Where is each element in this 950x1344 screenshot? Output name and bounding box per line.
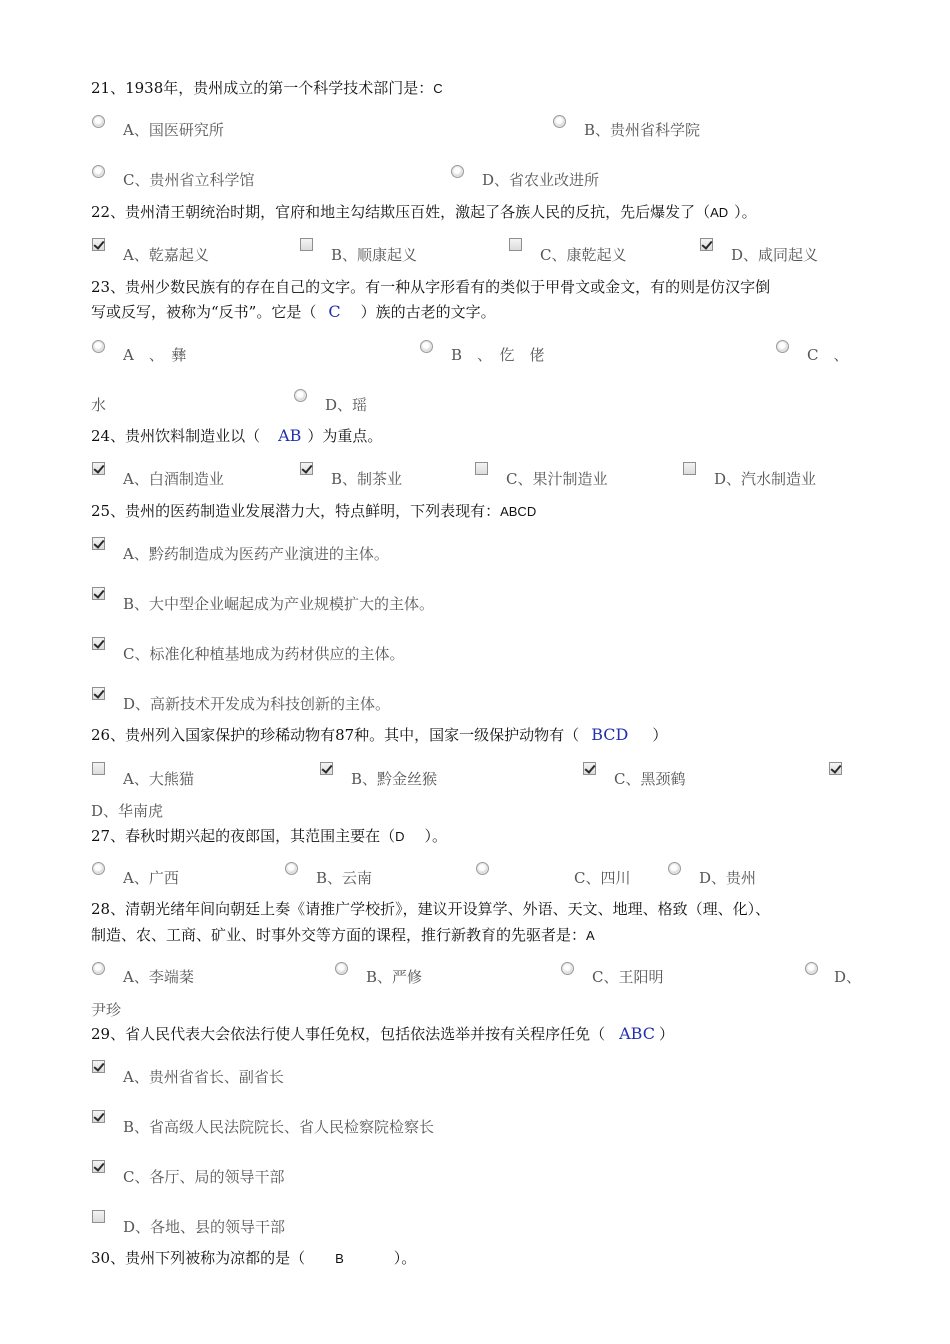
checkbox-checked[interactable] <box>300 462 313 475</box>
option-b: B、贵州省科学院 <box>584 121 701 139</box>
checkbox-checked[interactable] <box>829 762 842 775</box>
question-30 <box>91 1248 416 1269</box>
radio-button[interactable] <box>294 389 307 402</box>
question-28-line1: 28、清朝光绪年间向朝廷上奏《请推广学校折》，建议开设算学、外语、天文、地理、格致（理、化）、 <box>91 900 771 918</box>
answer-text: AD <box>710 205 729 220</box>
option-c: C、四川 <box>574 869 631 887</box>
question-25 <box>91 501 536 522</box>
option-a: A、国医研究所 <box>123 121 224 139</box>
question-29 <box>91 1024 674 1044</box>
answer-text: C <box>328 302 341 321</box>
radio-button[interactable] <box>92 862 105 875</box>
option-d: D、瑶 <box>325 396 368 414</box>
radio-button[interactable] <box>561 962 574 975</box>
option-c: C、各厅、局的领导干部 <box>123 1168 285 1186</box>
question-text: 写或反写，被称为“反书”。它是（ <box>91 303 317 321</box>
checkbox[interactable] <box>509 238 522 251</box>
option-b: B、云南 <box>316 869 373 887</box>
checkbox-checked[interactable] <box>92 238 105 251</box>
radio-button[interactable] <box>776 340 789 353</box>
option-c: C、贵州省立科学馆 <box>123 171 255 189</box>
question-text: 29、省人民代表大会依法行使人事任免权，包括依法选举并按有关程序任免（ <box>91 1025 606 1043</box>
question-22 <box>91 202 757 223</box>
checkbox-checked[interactable] <box>92 1160 105 1173</box>
question-27 <box>91 826 447 847</box>
question-text: 27、春秋时期兴起的夜郎国，其范围主要在（ <box>91 827 396 845</box>
question-21 <box>91 78 443 99</box>
option-d: D、各地、县的领导干部 <box>123 1218 286 1236</box>
option-c: C 、 <box>807 346 849 364</box>
option-a: A、广西 <box>123 869 179 887</box>
option-a: A、大熊猫 <box>123 770 194 788</box>
option-d: D、 <box>834 968 862 986</box>
option-b: B、制茶业 <box>331 470 403 488</box>
option-d: D、贵州 <box>699 869 757 887</box>
checkbox[interactable] <box>92 762 105 775</box>
checkbox-checked[interactable] <box>320 762 333 775</box>
checkbox[interactable] <box>92 1210 105 1223</box>
option-c: C、王阳明 <box>592 968 664 986</box>
question-tail: ）族的古老的文字。 <box>360 303 496 321</box>
checkbox[interactable] <box>683 462 696 475</box>
answer-text: AB <box>278 426 302 445</box>
option-b: B、顺康起义 <box>331 246 418 264</box>
question-tail: ） <box>652 726 668 744</box>
checkbox-checked[interactable] <box>92 587 105 600</box>
radio-button[interactable] <box>92 115 105 128</box>
radio-button[interactable] <box>476 862 489 875</box>
question-23-line2 <box>91 302 496 322</box>
answer-text: C <box>433 81 443 96</box>
option-a: A、李端棻 <box>123 968 194 986</box>
radio-button[interactable] <box>92 165 105 178</box>
question-text: 制造、农、工商、矿业、时事外交等方面的课程，推行新教育的先驱者是： <box>91 926 587 944</box>
radio-button[interactable] <box>805 962 818 975</box>
option-b: B、严修 <box>366 968 423 986</box>
answer-text: D <box>395 829 405 844</box>
answer-text: B <box>335 1251 344 1266</box>
question-tail: ）为重点。 <box>307 427 383 445</box>
checkbox-checked[interactable] <box>92 687 105 700</box>
answer-text: ABCD <box>500 504 537 519</box>
question-text: 26、贵州列入国家保护的珍稀动物有87种。其中，国家一级保护动物有（ <box>91 726 580 744</box>
option-b: B 、 仡 佬 <box>451 346 545 364</box>
radio-button[interactable] <box>451 165 464 178</box>
option-a: A、黔药制造成为医药产业演进的主体。 <box>123 545 389 563</box>
option-a: A、贵州省省长、副省长 <box>123 1068 284 1086</box>
question-tail: ） <box>658 1025 674 1043</box>
option-c: C、果汁制造业 <box>506 470 608 488</box>
option-d: D、高新技术开发成为科技创新的主体。 <box>123 695 391 713</box>
option-c: C、标准化种植基地成为药材供应的主体。 <box>123 645 405 663</box>
option-b: B、大中型企业崛起成为产业规模扩大的主体。 <box>123 595 435 613</box>
question-text: 30、贵州下列被称为凉都的是（ <box>91 1249 306 1267</box>
checkbox[interactable] <box>300 238 313 251</box>
option-d: D、省农业改进所 <box>482 171 600 189</box>
option-a: A、白酒制造业 <box>123 470 224 488</box>
radio-button[interactable] <box>92 340 105 353</box>
question-26 <box>91 725 667 745</box>
answer-text: A <box>586 928 595 943</box>
option-d: D、咸同起义 <box>731 246 819 264</box>
question-text: 25、贵州的医药制造业发展潜力大，特点鲜明，下列表现有： <box>91 502 501 520</box>
radio-button[interactable] <box>553 115 566 128</box>
question-text: 22、贵州清王朝统治时期，官府和地主勾结欺压百姓，激起了各族人民的反抗，先后爆发了（ <box>91 203 711 221</box>
question-24 <box>91 426 382 446</box>
radio-button[interactable] <box>92 962 105 975</box>
answer-text: ABC <box>619 1024 655 1043</box>
radio-button[interactable] <box>668 862 681 875</box>
question-tail: ）。 <box>734 203 757 221</box>
question-28-line2 <box>91 925 595 946</box>
question-text: 24、贵州饮料制造业以（ <box>91 427 261 445</box>
checkbox-checked[interactable] <box>92 637 105 650</box>
option-c: C、黑颈鹤 <box>614 770 686 788</box>
checkbox[interactable] <box>475 462 488 475</box>
checkbox-checked[interactable] <box>583 762 596 775</box>
radio-button[interactable] <box>420 340 433 353</box>
radio-button[interactable] <box>335 962 348 975</box>
checkbox-checked[interactable] <box>92 1110 105 1123</box>
question-tail: ）。 <box>424 827 447 845</box>
option-a: A 、 彝 <box>123 346 187 364</box>
option-a: A、乾嘉起义 <box>123 246 209 264</box>
question-text: 21、1938年，贵州成立的第一个科学技术部门是： <box>91 79 434 97</box>
radio-button[interactable] <box>285 862 298 875</box>
option-c-continued: 水 <box>91 396 107 414</box>
checkbox-checked[interactable] <box>92 537 105 550</box>
option-d: D、华南虎 <box>91 802 164 820</box>
question-tail: ）。 <box>393 1249 417 1267</box>
option-b: B、黔金丝猴 <box>351 770 438 788</box>
option-b: B、省高级人民法院院长、省人民检察院检察长 <box>123 1118 435 1136</box>
answer-text: BCD <box>591 725 629 744</box>
option-d: D、汽水制造业 <box>714 470 817 488</box>
question-23-line1: 23、贵州少数民族有的存在自己的文字。有一种从字形看有的类似于甲骨文或金文，有的则是仿汉字倒 <box>91 278 771 296</box>
checkbox-checked[interactable] <box>92 1060 105 1073</box>
option-c: C、康乾起义 <box>540 246 627 264</box>
checkbox-checked[interactable] <box>700 238 713 251</box>
option-d-continued: 尹珍 <box>91 1001 122 1019</box>
checkbox-checked[interactable] <box>92 462 105 475</box>
